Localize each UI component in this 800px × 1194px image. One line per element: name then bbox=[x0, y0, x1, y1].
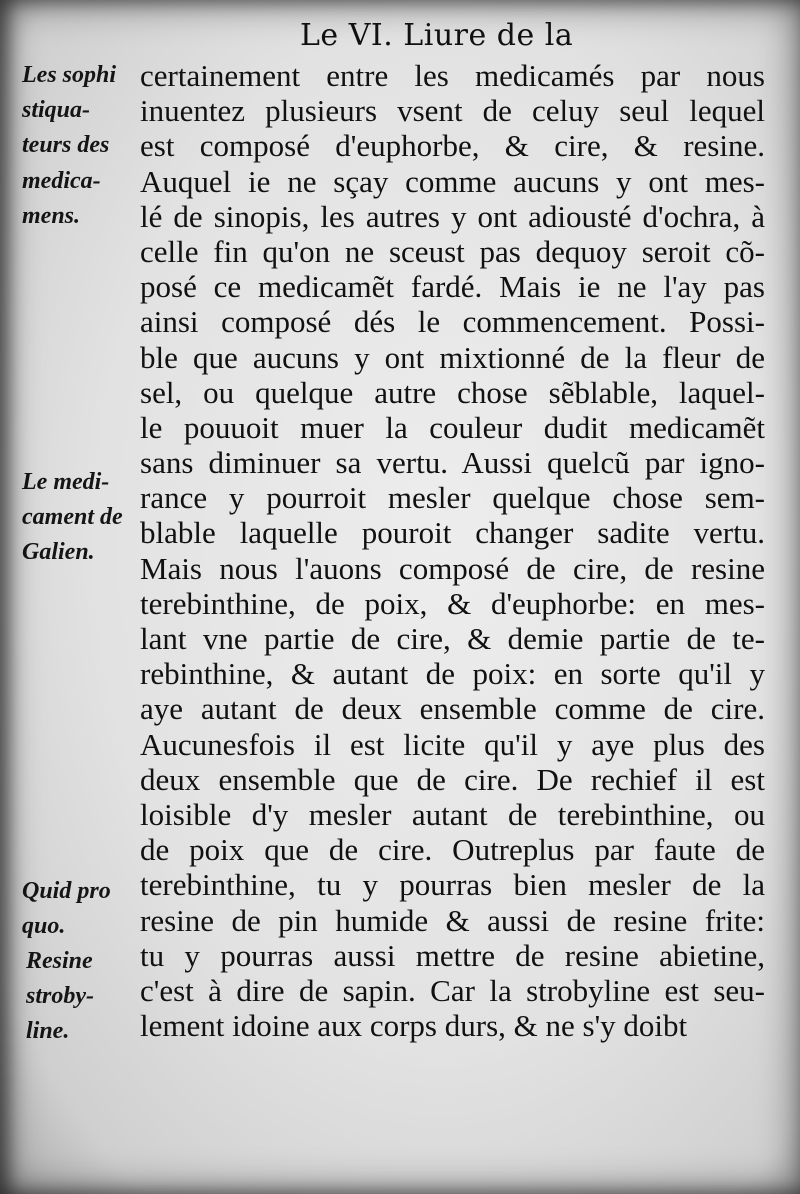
body-line: rebinthine, & autant de poix: en sorte qu'il y bbox=[140, 656, 765, 692]
body-line: aye autant de deux ensemble comme de cire. bbox=[140, 691, 765, 727]
body-line: le pouuoit muer la couleur dudit medicamẽt bbox=[140, 409, 765, 445]
body-line: terebinthine, de poix, & d'euphorbe: en mes- bbox=[140, 585, 765, 621]
body-line: lement idoine aux corps durs, & ne s'y doibt bbox=[140, 1008, 688, 1044]
body-line: inuentez plusieurs vsent de celuy seul lequel bbox=[140, 93, 765, 129]
body-line: celle fin qu'on ne sceust pas dequoy seroit cõ- bbox=[140, 233, 765, 269]
margin-note-line: stiqua- bbox=[22, 97, 91, 124]
body-line: lant vne partie de cire, & demie partie de te- bbox=[140, 621, 765, 656]
margin-note-sophistiqueurs bbox=[22, 58, 116, 234]
margin-note-line: mens. bbox=[22, 202, 81, 229]
margin-note-medicament-galien bbox=[22, 465, 123, 571]
body-line: de poix que de cire. Outreplus par faute de bbox=[140, 832, 765, 868]
body-line: posé ce medicamẽt fardé. Mais ie ne l'ay pas bbox=[140, 269, 765, 305]
body-line: Auquel ie ne sçay comme aucuns y ont mes- bbox=[140, 163, 765, 199]
body-line: loisible d'y mesler autant de terebinthine, ou bbox=[140, 796, 765, 832]
margin-note-line: cament de bbox=[22, 504, 123, 531]
margin-note-line: Resine bbox=[26, 948, 93, 974]
body-line: lé de sinopis, les autres y ont adiousté d'ochra, à bbox=[140, 198, 765, 234]
margin-note-line: stroby- bbox=[26, 983, 94, 1010]
margin-note-resine-strobyline bbox=[26, 944, 94, 1050]
running-header: Le VI. Liure de la bbox=[300, 18, 574, 53]
margin-note-line: Galien. bbox=[22, 539, 95, 566]
body-line: deux ensemble que de cire. De rechief il est bbox=[140, 761, 765, 797]
body-line: terebinthine, tu y pourras bien mesler de la bbox=[140, 867, 765, 903]
margin-note-line: quo. bbox=[22, 913, 66, 940]
margin-note-line: medica- bbox=[22, 167, 101, 194]
body-text bbox=[140, 58, 765, 1043]
margin-note-line: line. bbox=[26, 1018, 70, 1045]
body-line: tu y pourras aussi mettre de resine abietine, bbox=[140, 937, 765, 973]
body-line: resine de pin humide & aussi de resine frite: bbox=[140, 902, 765, 938]
body-line: c'est à dire de sapin. Car la strobyline est seu- bbox=[140, 972, 765, 1008]
body-line: est composé d'euphorbe, & cire, & resine. bbox=[140, 128, 765, 164]
body-line: certainement entre les medicamés par nous bbox=[140, 58, 765, 93]
body-line: ble que aucuns y ont mixtionné de la fleur de bbox=[140, 339, 765, 375]
margin-note-quid-pro-quo bbox=[22, 874, 111, 944]
body-line: rance y pourroit mesler quelque chose sem- bbox=[140, 480, 765, 516]
margin-note-line: Les sophi bbox=[22, 62, 117, 88]
body-line: Aucunesfois il est licite qu'il y aye plus des bbox=[140, 726, 765, 762]
margin-note-line: teurs des bbox=[22, 132, 110, 159]
margin-note-line: Quid pro bbox=[22, 878, 111, 904]
margin-note-line: Le medi- bbox=[22, 469, 110, 495]
body-line: Mais nous l'auons composé de cire, de resine bbox=[140, 550, 765, 586]
body-line: ainsi composé dés le commencement. Possi- bbox=[140, 304, 765, 340]
body-line: sel, ou quelque autre chose sẽblable, laquel- bbox=[140, 374, 765, 410]
body-line: sans diminuer sa vertu. Aussi quelcũ par igno- bbox=[140, 445, 765, 481]
body-line: blable laquelle pouroit changer sadite vertu. bbox=[140, 515, 765, 551]
